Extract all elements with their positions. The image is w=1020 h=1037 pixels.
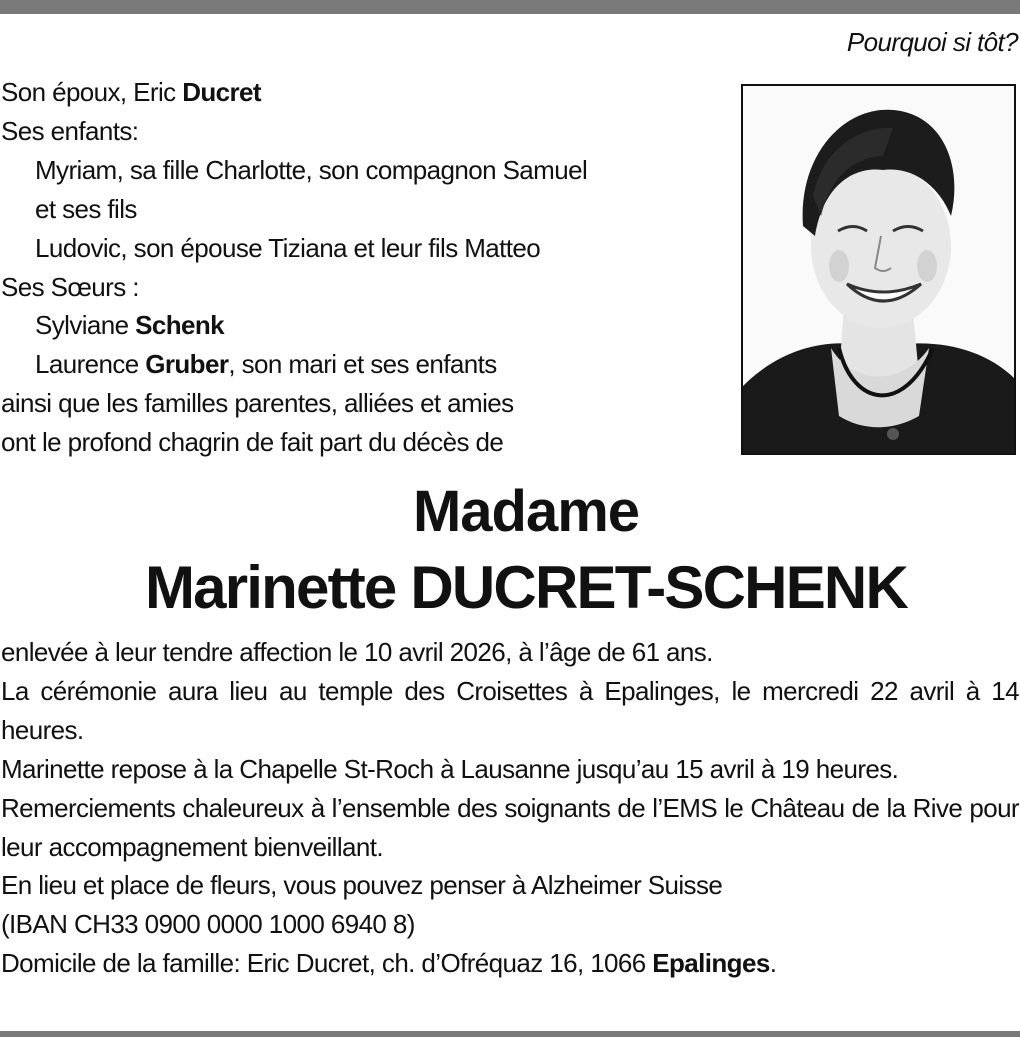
domicile-town: Epalinges: [652, 948, 770, 979]
portrait-photo: [741, 84, 1016, 455]
epigraph: Pourquoi si tôt?: [846, 27, 1018, 57]
child1-line1: Myriam, sa fille Charlotte, son compagnon Samuel: [35, 154, 588, 185]
domicile-line: [1, 944, 1019, 983]
portrait-illustration: [743, 86, 1014, 453]
spouse-prefix: Son époux, Eric: [1, 77, 183, 107]
top-rule: [0, 0, 1020, 14]
deceased-name-block: [0, 474, 1020, 626]
sister2-first: Laurence: [35, 349, 146, 380]
sister1-first: Sylviane: [35, 310, 136, 341]
notice-details: [1, 633, 1019, 983]
repose-paragraph: Marinette repose à la Chapelle St-Roch à Lausanne jusqu’au 15 avril à 19 heures.: [1, 753, 899, 784]
deceased-name: Marinette DUCRET-SCHENK: [144, 554, 907, 621]
iban-line: (IBAN CH33 0900 0000 1000 6940 8): [1, 909, 415, 940]
family-list: [1, 73, 721, 462]
sister1-surname: Schenk: [135, 310, 224, 341]
sister1-line: [1, 306, 721, 345]
sister2-surname: Gruber: [145, 349, 229, 380]
spouse-surname: Ducret: [182, 77, 261, 107]
passing-paragraph: enlevée à leur tendre affection le 10 avril 2026, à l’âge de 61 ans.: [1, 637, 713, 667]
spouse-line: [1, 73, 721, 112]
sisters-heading: Ses Sœurs :: [1, 271, 139, 302]
deceased-title: Madame: [412, 479, 640, 544]
sister2-line: [1, 345, 721, 384]
relatives-line: ainsi que les familles parentes, alliées et amies: [1, 388, 514, 419]
domicile-address: Domicile de la famille: Eric Ducret, ch. d’Ofréquaz 16, 1066: [1, 948, 653, 979]
child2-line: Ludovic, son épouse Tiziana et leur fils Matteo: [35, 232, 541, 263]
domicile-period: .: [769, 948, 777, 979]
donation-paragraph: En lieu et place de fleurs, vous pouvez penser à Alzheimer Suisse: [1, 870, 723, 901]
ceremony-paragraph: La cérémonie aura lieu au temple des Croisettes à Epalinges, le mercredi 22 avril à 14 heures.: [1, 675, 1019, 745]
children-heading: Ses enfants:: [1, 115, 139, 146]
thanks-paragraph: Remerciements chaleureux à l’ensemble des soignants de l’EMS le Château de la Rive pour leur accompagnement bienveillant.: [1, 792, 1019, 862]
child1-line2: et ses fils: [35, 193, 137, 224]
announcement-line: ont le profond chagrin de fait part du décès de: [1, 427, 504, 458]
sister2-rest: , son mari et ses enfants: [228, 349, 497, 380]
bottom-rule: [0, 1031, 1020, 1037]
